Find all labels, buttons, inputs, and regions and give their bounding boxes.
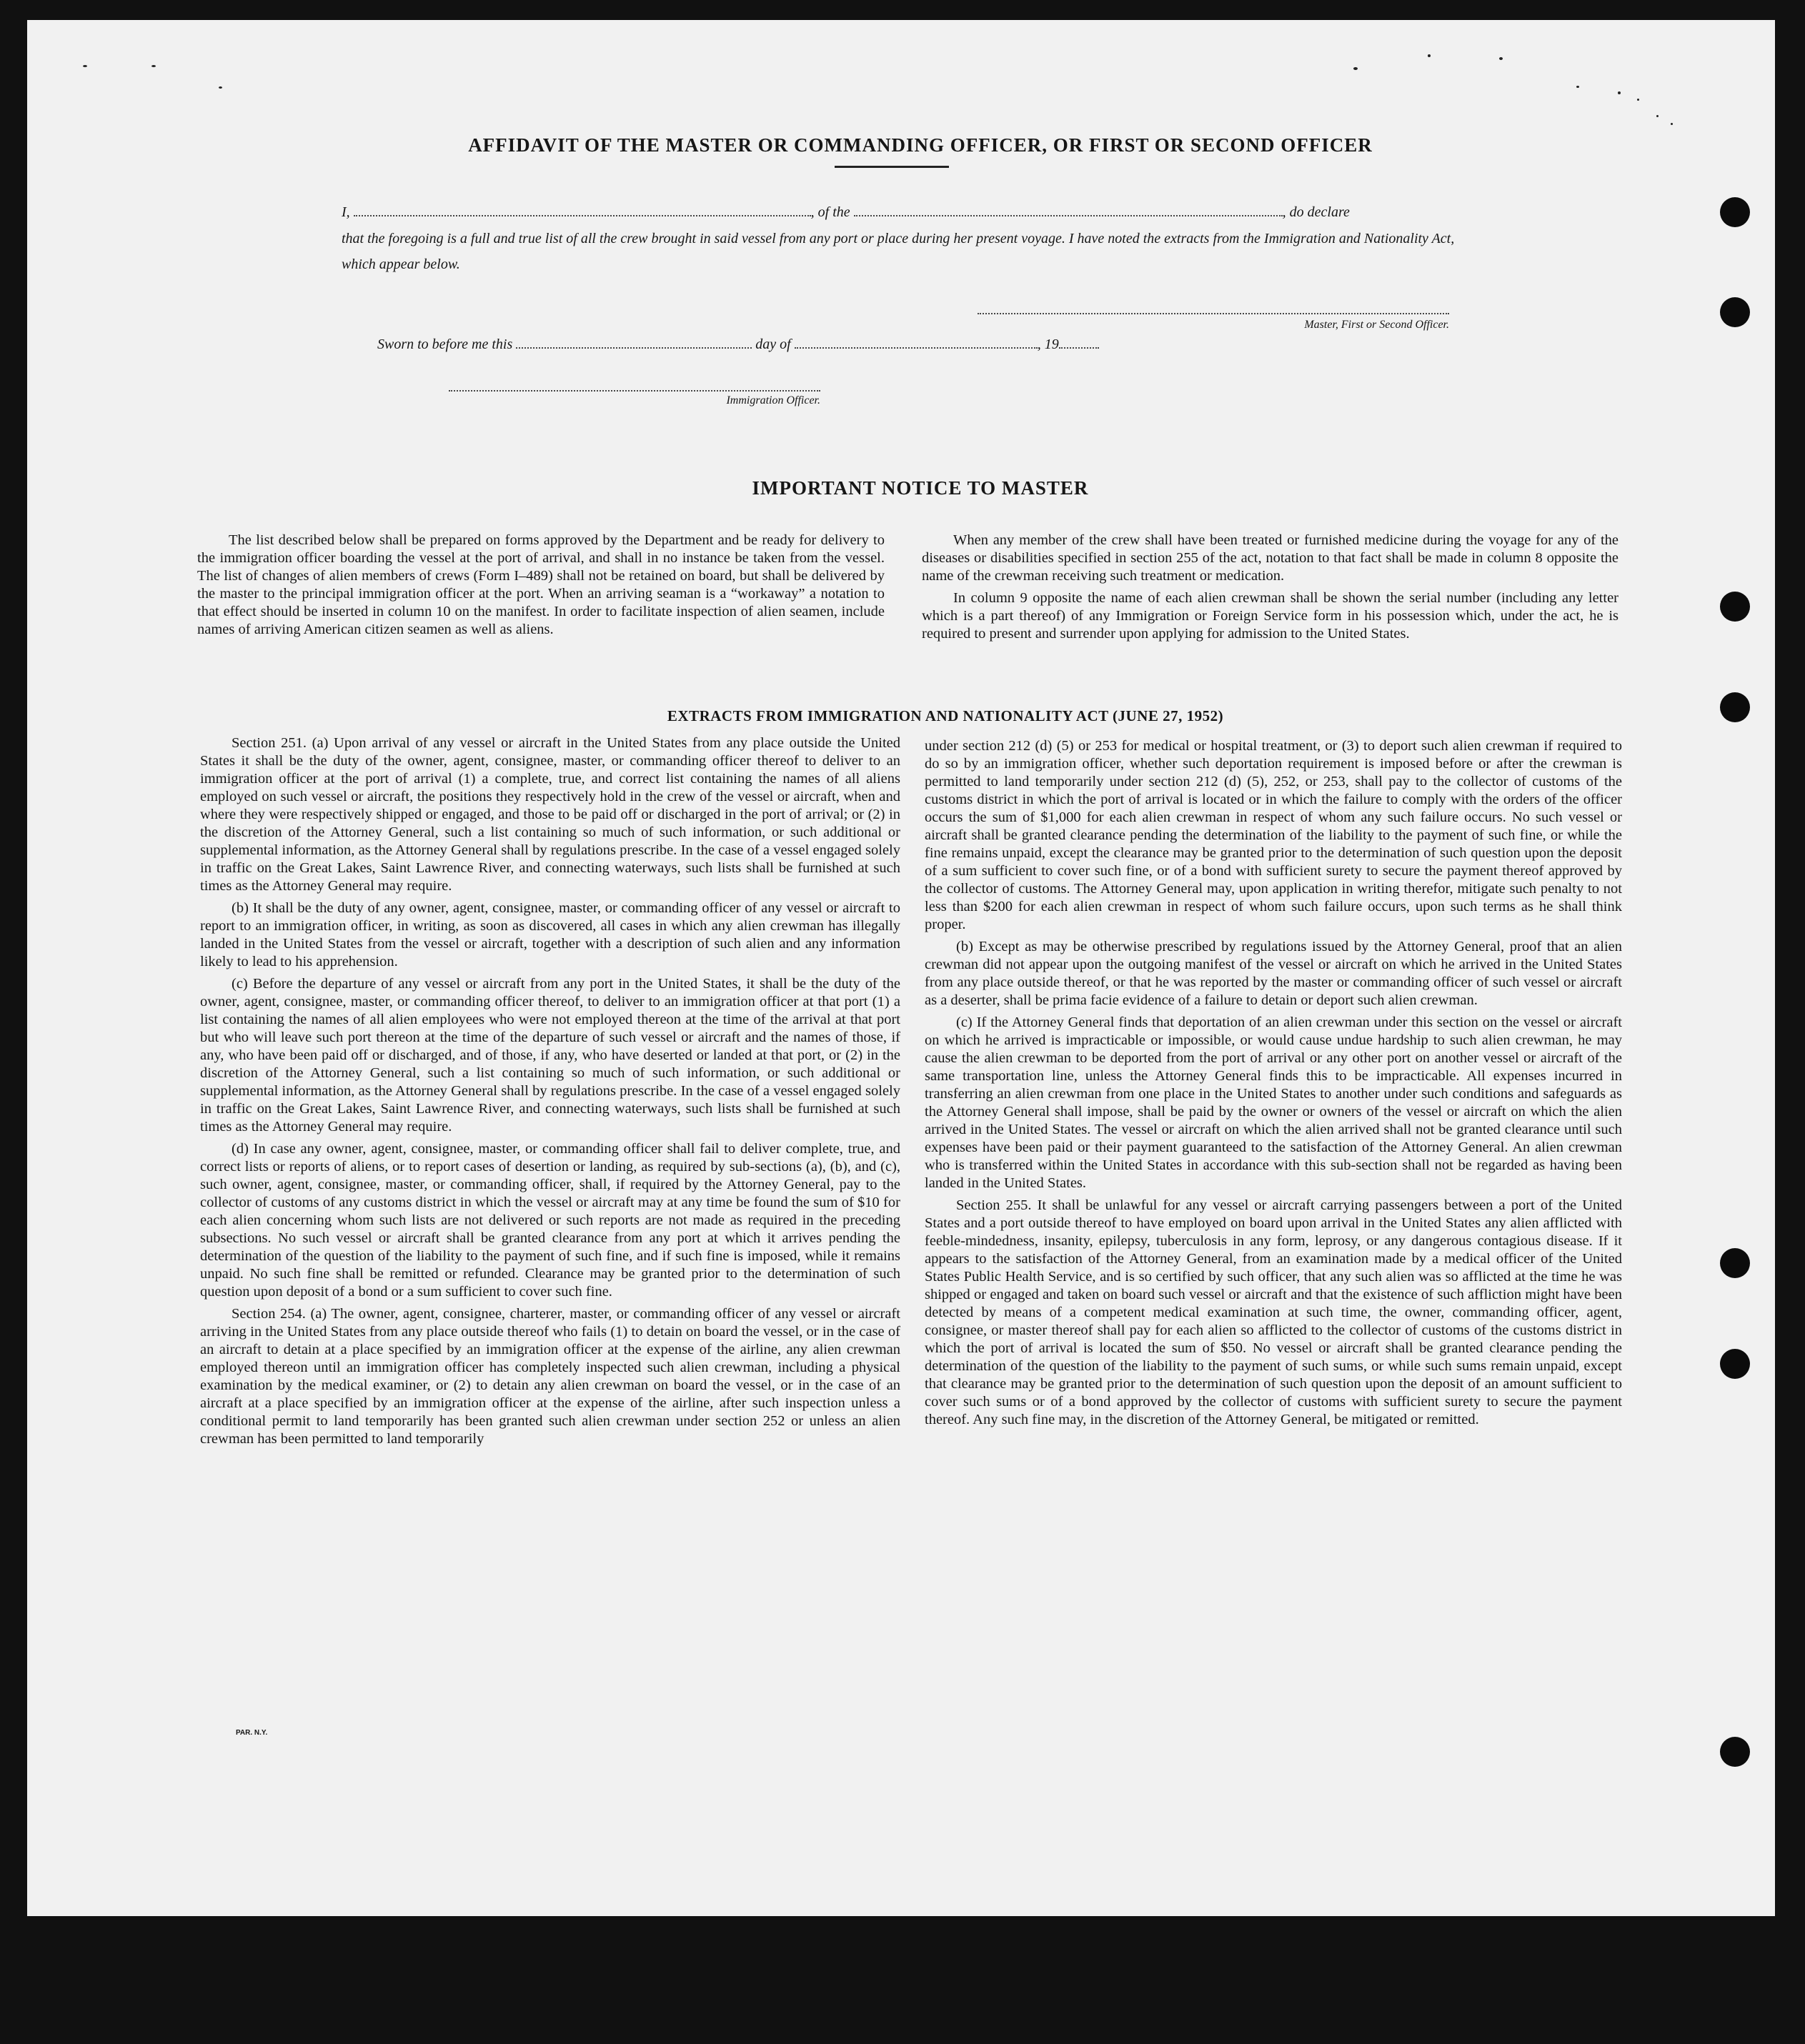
- notice-left-column: [197, 532, 885, 639]
- master-signature-line[interactable]: [978, 313, 1449, 314]
- extract-paragraph: Section 251. (a) Upon arrival of any vessel or aircraft in the United States from any place outside the United States it shall be the duty of the owner, agent, consignee, master, or commanding officer thereof to deliver to an immigration officer at the port of arrival (1) a complete, true, and correct list containing the names of all aliens employed on such vessel or aircraft, the positions they respectively hold in the crew of the vessel or aircraft, when and where they were respectively shipped or engaged, and those to be paid off or discharged in the port of arrival; or (2) in the discretion of the Attorney General, such a list containing so much of such information, or such additional or supplemental information, as the Attorney General shall by regulations prescribe. In the case of a vessel engaged solely in traffic on the Great Lakes, Saint Lawrence River, and connecting waterways, such lists shall be furnished at such times as the Attorney General may require.: [200, 735, 900, 894]
- extract-paragraph: (c) If the Attorney General finds that deportation of an alien crewman under this section on the vessel or aircraft on which he arrived is impracticable or impossible, or would cause undue hardship to such alien crewman, he may cause the alien crewman to be deported from the port of arrival or any other port on another vessel or aircraft of the same transportation line, unless the Attorney General finds this to be impracticable. All expenses incurred in transferring an alien crewman from one place in the United States to another under such conditions and safeguards as the Attorney General shall impose, shall be paid by the owner or owners of the vessel or aircraft on which the alien arrived in the United States. The vessel or aircraft on which the alien arrived shall not be granted clearance until such expenses have been paid or their payment guaranteed to the satisfaction of the Attorney General. An alien crewman who is transferred within the United States in accordance with this sub-section shall not be regarded as having been landed in the United States.: [925, 1014, 1622, 1191]
- declaration-line: [342, 204, 1485, 221]
- notice-right-column: [922, 532, 1618, 643]
- notice-paragraph: The list described below shall be prepared on forms approved by the Department and be ready for delivery to the immigration officer boarding the vessel at the port of arrival, and shall in no instance be taken from the vessel. The list of changes of alien members of crews (Form I–489) shall not be retained on board, but shall be delivered by the master to the principal immigration officer at the port. When an arriving seaman is a “workaway” a notation to that effect should be inserted in column 10 on the manifest. In order to facilitate inspection of alien seamen, include names of arriving American citizen seamen as well as aliens.: [197, 532, 885, 637]
- sworn-year-label: , 19: [1037, 336, 1059, 352]
- declaration-of-the-label: , of the: [810, 204, 850, 220]
- extract-paragraph: under section 212 (d) (5) or 253 for medical or hospital treatment, or (3) to deport such alien crewman if required to do so by an immigration officer, whether such deportation requirement is imposed before or after the crewman is permitted to land temporarily under section 212 (d) (5), 252, or 253, shall pay to the collector of customs of the customs district in which the port of arrival is located or in which the failure to comply with the orders of the officer occurs the sum of $1,000 for each alien crewman in respect of whom any such failure occurs. No such vessel or aircraft shall be granted clearance pending the determination of the liability to the payment of such fine, or while the fine remains unpaid, except the clearance may be granted prior to the determination of such question upon the deposit of a sum sufficient to cover such fine, or of a bond with sufficient surety to secure the payment thereof approved by the collector of customs. The Attorney General may, upon application in writing therefor, mitigate such penalty to not less than $200 for each alien crewman in respect of whom such failure occurs, upon such terms as he shall think proper.: [925, 738, 1622, 932]
- immigration-officer-caption: Immigration Officer.: [726, 394, 820, 407]
- vessel-blank-field[interactable]: [854, 205, 1283, 216]
- sworn-day-blank-field[interactable]: [516, 337, 752, 349]
- notice-paragraph: When any member of the crew shall have been treated or furnished medicine during the voyage for any of the diseases or disabilities specified in section 255 of the act, notation to that fact shall be made in column 8 opposite the name of the crewman receiving such treatment or medication.: [922, 532, 1618, 584]
- extracts-title: EXTRACTS FROM IMMIGRATION AND NATIONALITY ACT (JUNE 27, 1952): [667, 707, 1224, 724]
- notice-title: IMPORTANT NOTICE TO MASTER: [752, 477, 1089, 499]
- master-signature-caption: Master, First or Second Officer.: [1304, 319, 1449, 331]
- declaration-text: that the foregoing is a full and true list of all the crew brought in said vessel from any port or place during her present voyage. I have noted the extracts from the Immigration and Nationality Act, which appear below.: [342, 231, 1455, 272]
- extracts-right-column: [925, 737, 1622, 1429]
- sworn-year-blank-field[interactable]: [1059, 337, 1099, 349]
- extract-paragraph: (d) In case any owner, agent, consignee, master, or commanding officer shall fail to deliver complete, true, and correct lists or reports of aliens, or to report cases of desertion or landing, as required by sub-sections (a), (b), and (c), such owner, agent, consignee, master, or commanding officer, shall, if required by the Attorney General, pay to the collector of customs of any customs district in which the vessel or aircraft may at any time be found the sum of $10 for each alien concerning whom such lists are not delivered or such reports are not made as required in the preceding subsections. No such vessel or aircraft shall be granted clearance from any port at which it arrives pending the determination of the question of the liability to the payment of such fine, and if such fine is imposed, while it remains unpaid. No such fine shall be remitted or refunded. Clearance may be granted prior to the determination of such question upon deposit of a bond or a sum sufficient to cover such fine.: [200, 1141, 900, 1300]
- sworn-prefix-label: Sworn to before me this: [377, 336, 513, 352]
- binder-hole: [1720, 1248, 1750, 1278]
- extract-paragraph: Section 254. (a) The owner, agent, consignee, charterer, master, or commanding officer of any vessel or aircraft arriving in the United States from any place outside thereof who fails (1) to detain on board the vessel, or in the case of an aircraft to detain at a place specified by an immigration officer at the expense of the airline, any alien crewman employed thereon until an immigration officer has completely inspected such alien crewman, including a physical examination by the medical examiner, or (2) to detain any alien crewman on board the vessel, or in the case of an aircraft at a place specified by an immigration officer at the expense of the airline, after such inspection unless a conditional permit to land temporarily has been granted such alien crewman under section 252 or unless an alien crewman has been permitted to land temporarily: [200, 1306, 900, 1447]
- extract-paragraph: (c) Before the departure of any vessel or aircraft from any port in the United States, it shall be the duty of the owner, agent, consignee, master, or commanding officer thereof, to deliver to an immigration officer at that port (1) a list containing the names of all alien employees who were not employed thereon at the time of the arrival at that port but who will leave such port thereon at the time of the departure of such vessel or aircraft and the names of those, if any, who have been paid off or discharged, and of those, if any, who have deserted or landed at that port, or (2) in the discretion of the Attorney General, such a list containing so much of such information, or such additional or supplemental information, as the Attorney General shall by regulations prescribe. In the case of a vessel engaged solely in traffic on the Great Lakes, Saint Lawrence River, and connecting waterways, such lists shall be furnished at such times as the Attorney General may require.: [200, 976, 900, 1135]
- sworn-line: [377, 336, 1235, 353]
- binder-hole: [1720, 592, 1750, 622]
- extract-paragraph: (b) Except as may be otherwise prescribed by regulations issued by the Attorney General, proof that an alien crewman did not appear upon the outgoing manifest of the vessel or aircraft on which he arrived in the United States from any place outside thereof, or that he was reported by the master or commanding officer of such vessel or aircraft as a deserter, shall be prima facie evidence of a failure to detain or deport such alien crewman.: [925, 939, 1622, 1008]
- binder-hole: [1720, 197, 1750, 227]
- binder-hole: [1720, 297, 1750, 327]
- declaration-end-label: , do declare: [1282, 204, 1350, 220]
- name-blank-field[interactable]: [354, 205, 811, 216]
- extract-paragraph: (b) It shall be the duty of any owner, agent, consignee, master, or commanding officer of any vessel or aircraft to report to an immigration officer, in writing, as soon as discovered, all cases in which any alien crewman has illegally landed in the United States from the vessel or aircraft, together with a description of such alien and any information likely to lead to his apprehension.: [200, 900, 900, 969]
- binder-hole: [1720, 692, 1750, 722]
- declaration-i-label: I,: [342, 204, 350, 220]
- sworn-month-blank-field[interactable]: [795, 337, 1038, 349]
- sworn-day-of-label: day of: [755, 336, 791, 352]
- extract-paragraph: Section 255. It shall be unlawful for any vessel or aircraft carrying passengers between a port of the United States and a port outside thereof to have employed on board upon arrival in the United States any alien afflicted with feeble-mindedness, insanity, epilepsy, tuberculosis in any form, leprosy, or any dangerous contagious disease. If it appears to the satisfaction of the Attorney General, from an examination made by a medical officer of the United States Public Health Service, and is so certified by such officer, that any such alien was so afflicted at the time he was shipped or engaged and taken on board such vessel or aircraft and that the existence of such affliction might have been detected by means of a competent medical examination at such time, the owner, commanding officer, agent, consignee, or master thereof shall pay for each alien so afflicted to the collector of customs of the customs district in which the port of arrival is located the sum of $50. No vessel or aircraft shall be granted clearance pending the determination of the question of the liability to the payment of such sums, or while such sums remain unpaid, except that clearance may be granted prior to the determination of such question upon the deposit of an amount sufficient to cover such sums or of a bond approved by the collector of customs with sufficient surety to secure the payment thereof. Any such fine may, in the discretion of the Attorney General, be mitigated or remitted.: [925, 1197, 1622, 1427]
- immigration-officer-signature-line[interactable]: [449, 390, 820, 392]
- title-divider: [835, 166, 949, 168]
- affidavit-title: AFFIDAVIT OF THE MASTER OR COMMANDING OFFICER, OR FIRST OR SECOND OFFICER: [468, 134, 1373, 156]
- binder-hole: [1720, 1737, 1750, 1767]
- document-page: [27, 20, 1775, 1916]
- notice-paragraph: In column 9 opposite the name of each alien crewman shall be shown the serial number (including any letter which is a part thereof) of any Immigration or Foreign Service form in his possession which, under the act, he is required to present and surrender upon applying for admission to the United States.: [922, 590, 1618, 642]
- extracts-left-column: [200, 734, 900, 1448]
- printer-mark: PAR. N.Y.: [236, 1729, 268, 1737]
- binder-hole: [1720, 1349, 1750, 1379]
